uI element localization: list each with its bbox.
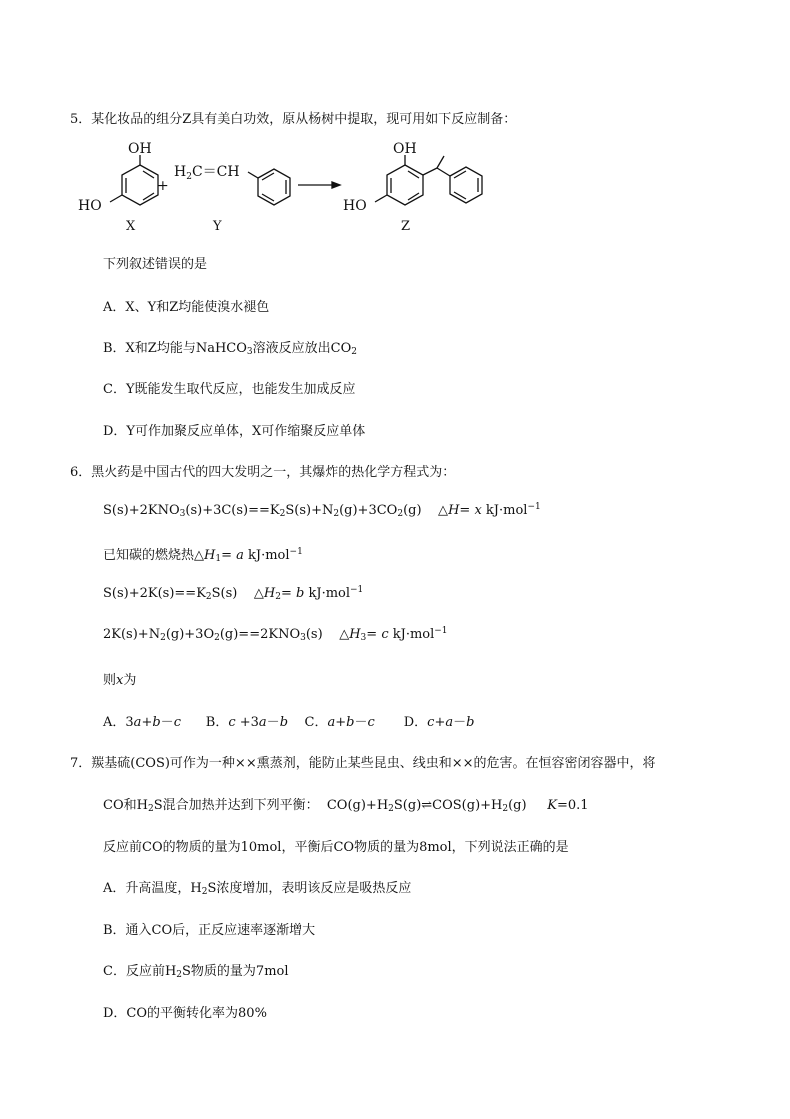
molecule-y bbox=[248, 169, 290, 205]
q6-known: 已知碳的燃烧热$\triangle H_1= a$ kJ·mol$^{-1}$ bbox=[103, 547, 303, 564]
reaction-arrow bbox=[298, 182, 340, 188]
z-label: Z bbox=[401, 219, 411, 234]
q7-stem: 7．羰基硫(COS)可作为一种××熏蒸剂，能防止某些昆虫、线虫和××的危害。在恒容密闭容器中，将 bbox=[70, 756, 656, 771]
reaction-scheme bbox=[70, 138, 530, 243]
molecule-x bbox=[110, 155, 158, 205]
q7-info: 反应前CO的物质的量为10mol，平衡后CO物质的量为8mol，下列说法正确的是 bbox=[103, 840, 569, 855]
q7-option-c: C．反应前$H_2S$物质的量为7mol bbox=[103, 964, 289, 980]
q6-equation-main: $S(s)+2KNO_3(s)+3C(s)==K_2S(s)+N_2(g)+3CO_2(g)$ △H= x kJ·mol$^{-1}$ bbox=[103, 502, 541, 519]
z-ho-left: HO bbox=[343, 198, 367, 214]
q6-stem: 6．黑火药是中国古代的四大发明之一，其爆炸的热化学方程式为： bbox=[70, 465, 456, 480]
y-formula: $H_2C=CH$ bbox=[174, 164, 240, 182]
q5-option-a: A．X、Y和Z均能使溴水褪色 bbox=[103, 300, 270, 315]
q5-option-c: C．Y既能发生取代反应，也能发生加成反应 bbox=[103, 382, 356, 397]
q6-equation-2: $S(s)+2K(s)==K_2S(s)$ $\triangle H_2= b$ kJ·mol$^{-1}$ bbox=[103, 585, 364, 602]
molecule-z bbox=[375, 155, 482, 205]
y-label: Y bbox=[213, 219, 222, 234]
z-oh-top: OH bbox=[393, 141, 417, 157]
q5-prompt: 下列叙述错误的是 bbox=[103, 257, 208, 272]
x-oh-top: OH bbox=[128, 141, 152, 157]
q6-options: A．3a+b－c B．c +3a－b C．a+b－c D．c+a－b bbox=[103, 715, 475, 730]
x-label: X bbox=[126, 219, 136, 234]
q7-option-b: B．通入CO后，正反应速率逐渐增大 bbox=[103, 923, 316, 938]
q6-ask: 则x为 bbox=[103, 673, 137, 688]
q5-option-b: B．X和Z均能与NaHCO$_3$溶液反应放出$CO_2$ bbox=[103, 341, 357, 357]
q5-stem: 5．某化妆品的组分Z具有美白功效，原从杨树中提取，现可用如下反应制备： bbox=[70, 112, 517, 127]
q6-equation-3: $2K(s)+N_2(g)+3O_2(g)==2KNO_3(s)$ $\triangle H_3= c$ kJ·mol$^{-1}$ bbox=[103, 626, 448, 643]
q7-option-a: A．升高温度，$H_2S$浓度增加，表明该反应是吸热反应 bbox=[103, 881, 412, 897]
q7-stem-2: CO和$H_2S$混合加热并达到下列平衡： $CO(g)+H_2S(g)\rightleftharpoons COS(g)+H_2(g)$ K=0.1 bbox=[103, 798, 589, 814]
plus-sign: + bbox=[157, 178, 169, 194]
q5-option-d: D．Y可作加聚反应单体，X可作缩聚反应单体 bbox=[103, 424, 366, 439]
q7-option-d: D．CO的平衡转化率为80% bbox=[103, 1006, 267, 1021]
x-ho-left: HO bbox=[78, 198, 102, 214]
